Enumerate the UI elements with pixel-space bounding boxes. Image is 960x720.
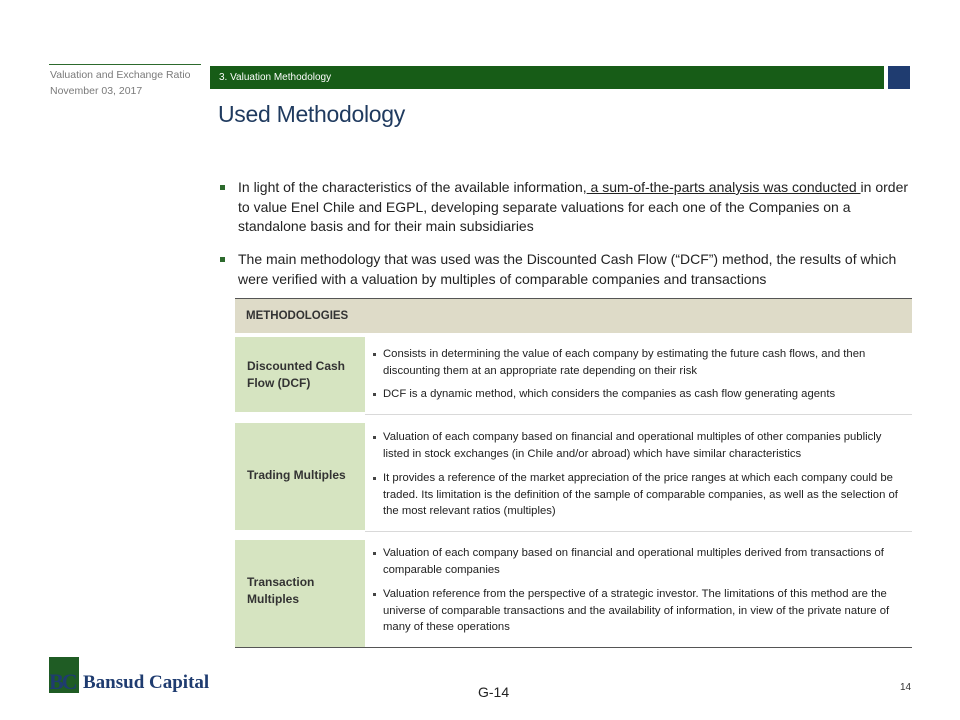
logo-mark: BC (49, 669, 76, 694)
table-header (235, 299, 912, 333)
section-bar (210, 66, 884, 89)
document-date: November 03, 2017 (50, 85, 143, 97)
item-square-icon (373, 436, 376, 439)
item-square-icon (373, 552, 376, 555)
row-label-dcf (235, 337, 365, 412)
item-square-icon (373, 393, 376, 396)
document-subtitle: Valuation and Exchange Ratio (50, 69, 191, 81)
row-divider (365, 531, 912, 532)
underlined-phrase: a sum-of-the-parts analysis was conducted (586, 179, 861, 195)
page-number: 14 (900, 682, 912, 693)
item-square-icon (373, 593, 376, 596)
bullet-text: The main methodology that was used was the Discounted Cash Flow (“DCF”) method, the results of which were verified with a valuation by multiples of comparable companies and transactions (238, 251, 897, 287)
header-divider (49, 64, 201, 65)
bullet-square-icon (220, 257, 225, 262)
section-label: 3. Valuation Methodology (219, 72, 332, 83)
list-item: DCF is a dynamic method, which considers the companies as cash flow generating agents (373, 386, 908, 403)
bullet-dcf-method (220, 250, 910, 289)
logo-text: Bansud Capital (83, 672, 210, 693)
bansud-capital-logo (49, 657, 210, 695)
page-title: Used Methodology (218, 101, 405, 127)
row-label-trading (235, 423, 365, 530)
row-label-transaction (235, 540, 365, 647)
row-label-text: Discounted Cash Flow (DCF) (247, 359, 346, 390)
list-item: It provides a reference of the market appreciation of the price ranges at which each company could be traded. Its limitation is the definition of the sample of comparable companies, as well as the selection of the most relevant ratios (multiples) (373, 470, 908, 520)
list-item: Valuation reference from the perspective of a strategic investor. The limitations of this method are the universe of comparable transactions and the availability of information, in view of the private nature of many of these operations (373, 586, 908, 636)
row-label-text: Transaction Multiples (247, 575, 315, 606)
list-item: Consists in determining the value of each company by estimating the future cash flows, and then discounting them at an appropriate rate depending on their risk (373, 346, 908, 379)
item-square-icon (373, 477, 376, 480)
table-header-label: METHODOLOGIES (246, 310, 349, 322)
list-item: Valuation of each company based on financial and operational multiples of other companies publicly listed in stock exchanges (in Chile and/or abroad) which have similar characteristics (373, 429, 908, 462)
bullet-text: In light of the characteristics of the available information, a sum-of-the-parts analysis was conducted in order to value Enel Chile and EGPL, developing separate valuations for each one of the Companies on a standalone basis and for their main subsidiaries (238, 179, 909, 234)
bullet-sum-of-parts (220, 178, 910, 237)
table-bottom-border (235, 647, 912, 648)
bullet-square-icon (220, 185, 225, 190)
exhibit-label: G-14 (478, 684, 510, 700)
row-label-text: Trading Multiples (247, 468, 346, 482)
row-divider (365, 414, 912, 415)
section-accent-square (888, 66, 910, 89)
item-square-icon (373, 353, 376, 356)
list-item: Valuation of each company based on financial and operational multiples derived from transactions of comparable companies (373, 545, 908, 578)
